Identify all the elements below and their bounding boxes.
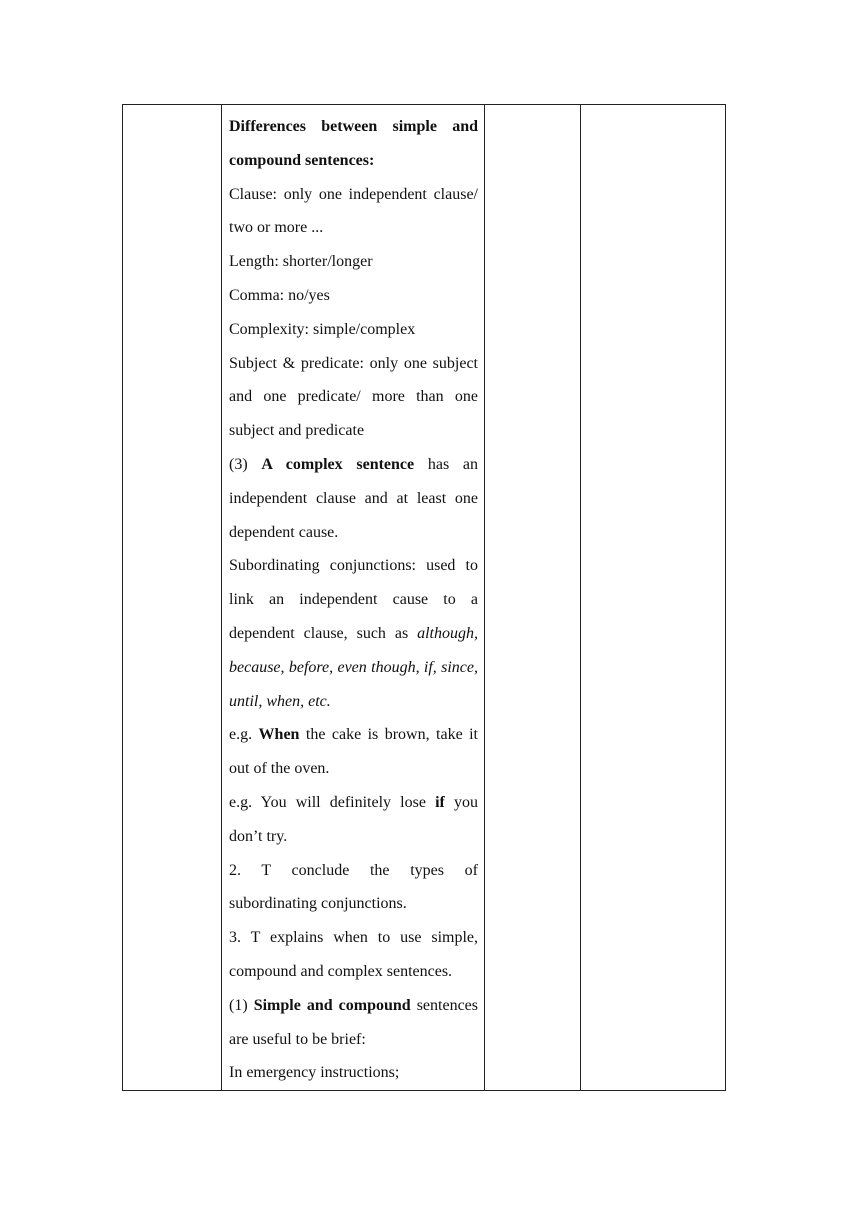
example-keyword: if [435,793,445,811]
cell-content [222,105,484,1090]
comma-line: Comma: no/yes [229,286,330,304]
complexity-line: Complexity: simple/complex [229,320,416,338]
table-row [123,105,726,1091]
example-when [229,718,478,786]
complex-rest: has an independent clause and at least one dependent cause. [229,455,478,541]
differences-heading: Differences between simple and compound sentences: [229,118,478,169]
example-keyword: When [258,726,300,744]
table-cell-content [222,105,485,1091]
emergency-line: In emergency instructions; [229,1064,400,1082]
example-if [229,786,478,854]
length-line: Length: shorter/longer [229,253,373,271]
point-term: Simple and compound [253,996,411,1014]
simple-compound-point [229,989,478,1057]
subject-predicate-line: Subject & predicate: only one subject and one predicate/ more than one subject and predicate [229,354,478,440]
example-rest: the cake is brown, take it out of the oven. [229,726,478,778]
lesson-plan-table [122,104,726,1091]
complex-prefix: (3) [229,455,262,473]
example-rest: you don’t try. [229,793,479,845]
table-cell-empty-3 [485,105,581,1091]
table-cell-empty-4 [581,105,726,1091]
subordinating-text: Subordinating conjunctions: used to link an independent cause to a dependent clause, such as [229,557,478,642]
conjunction-examples: although, because, before, even though, if, since, until, when, etc. [229,624,478,710]
step-2-line: 2. T conclude the types of subordinating conjunctions. [229,861,478,913]
example-prefix: e.g. You will definitely lose [229,793,436,811]
clause-line: Clause: only one independent clause/ two or more ... [229,185,478,237]
table-cell-empty-1 [123,105,222,1091]
example-prefix: e.g. [229,726,259,744]
step-3-line: 3. T explains when to use simple, compound and complex sentences. [229,929,478,980]
point-rest: sentences are useful to be brief: [229,996,478,1048]
complex-sentence-term: A complex sentence [261,455,415,473]
complex-sentence-definition [229,448,478,549]
point-prefix: (1) [229,996,254,1014]
subordinating-conjunctions-paragraph [229,549,478,718]
